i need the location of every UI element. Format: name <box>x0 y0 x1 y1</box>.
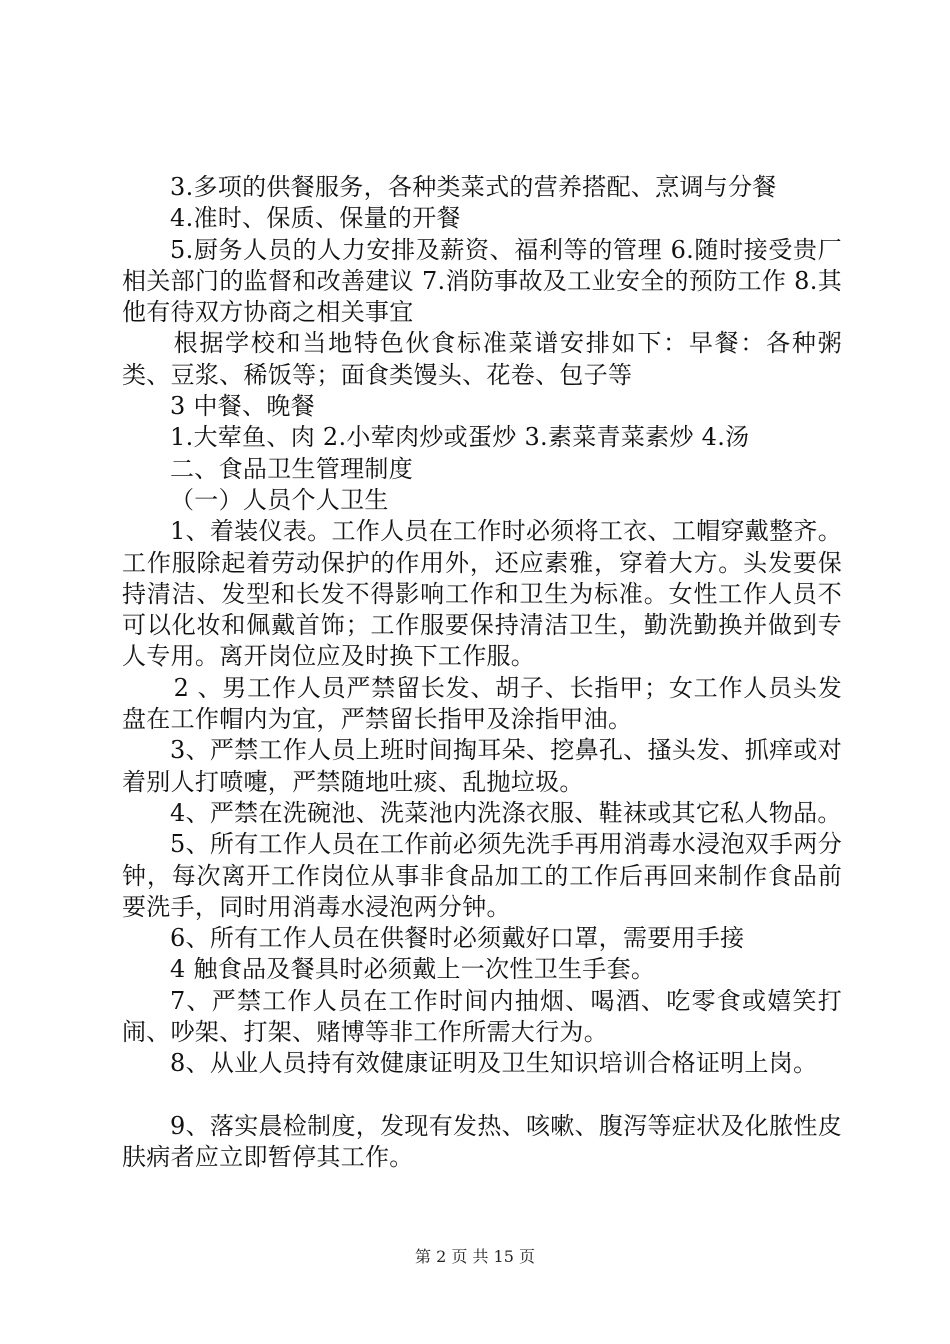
paragraph-12: 4、严禁在洗碗池、洗菜池内洗涤衣服、鞋袜或其它私人物品。 <box>170 798 842 827</box>
paragraph-17: 8、从业人员持有效健康证明及卫生知识培训合格证明上岗。 <box>170 1049 818 1078</box>
paragraph-18: 9、落实晨检制度，发现有发热、咳嗽、腹泻等症状及化脓性皮肤病者应立即暂停其工作。 <box>122 1111 842 1172</box>
paragraph-9: 1、着装仪表。工作人员在工作时必须将工衣、工帽穿戴整齐。工作服除起着劳动保护的作用外，还应素雅，穿着大方。头发要保持清洁、发型和长发不得影响工作和卫生为标准。女性工作人员不可以化妆和佩戴首饰；工作服要保持清洁卫生，勤洗勤换并做到专人专用。离开岗位应及时换下工作服。 <box>122 517 842 671</box>
paragraph-4: 根据学校和当地特色伙食标准菜谱安排如下：早餐：各种粥类、豆浆、稀饭等；面食类馒头、花卷、包子等 <box>122 329 842 389</box>
paragraph-16: 7、严禁工作人员在工作时间内抽烟、喝酒、吃零食或嬉笑打闹、吵架、打架、赌博等非工作所需大行为。 <box>122 986 842 1047</box>
paragraph-2: 4.准时、保质、保量的开餐 <box>170 204 461 233</box>
paragraph-11: 3、严禁工作人员上班时间掏耳朵、挖鼻孔、搔头发、抓痒或对着别人打喷嚏，严禁随地吐痰、乱抛垃圾。 <box>122 736 842 796</box>
paragraph-6: 1.大荤鱼、肉 2.小荤肉炒或蛋炒 3.素菜青菜素炒 4.汤 <box>170 423 750 452</box>
document-body <box>122 172 842 1174</box>
blank-line <box>122 1080 842 1111</box>
section-heading: 二、食品卫生管理制度 <box>170 454 413 483</box>
paragraph-13: 5、所有工作人员在工作前必须先洗手再用消毒水浸泡双手两分钟，每次离开工作岗位从事非食品加工的工作后再回来制作食品前要洗手，同时用消毒水浸泡两分钟。 <box>122 830 842 921</box>
subsection-heading: （一）人员个人卫生 <box>170 485 389 514</box>
paragraph-10: 2 、男工作人员严禁留长发、胡子、长指甲；女工作人员头发盘在工作帽内为宜，严禁留长指甲及涂指甲油。 <box>122 673 842 734</box>
paragraph-5: 3 中餐、晚餐 <box>170 392 315 421</box>
paragraph-15: 4 触食品及餐具时必须戴上一次性卫生手套。 <box>170 955 656 984</box>
page-number-footer: 第 2 页 共 15 页 <box>415 1247 535 1266</box>
paragraph-14: 6、所有工作人员在供餐时必须戴好口罩，需要用手接 <box>170 924 745 953</box>
paragraph-3: 5.厨务人员的人力安排及薪资、福利等的管理 6.随时接受贵厂相关部门的监督和改善建议 7.消防事故及工业安全的预防工作 8.其他有待双方协商之相关事宜 <box>122 235 842 327</box>
paragraph-1: 3.多项的供餐服务，各种类菜式的营养搭配、烹调与分餐 <box>170 173 777 201</box>
